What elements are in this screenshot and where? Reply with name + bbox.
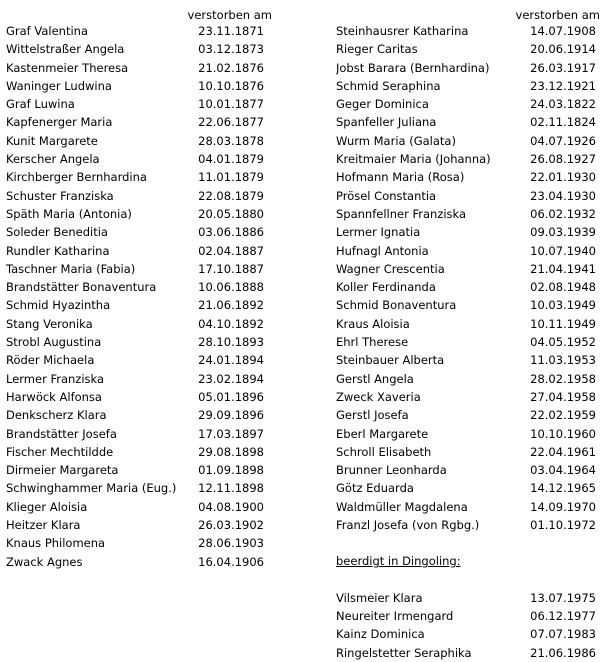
death-date: 09.03.1939 [530, 225, 596, 240]
person-name: Klieger Aloisia [6, 499, 88, 514]
list-item [6, 260, 274, 278]
list-item [336, 40, 600, 58]
person-name: Kunit Margarete [6, 133, 98, 148]
list-item [336, 406, 600, 424]
death-date: 23.11.1871 [198, 24, 264, 38]
death-date: 23.02.1894 [198, 371, 264, 386]
person-name: Kerscher Angela [6, 152, 100, 167]
person-name: Schwinghammer Maria (Eug.) [6, 481, 177, 496]
list-item [6, 516, 274, 534]
person-name: Brunner Leonharda [336, 463, 447, 478]
list-item [6, 498, 274, 516]
death-date: 03.12.1873 [198, 42, 264, 57]
death-date: 16.04.1906 [198, 554, 264, 569]
person-name: Franzl Josefa (von Rgbg.) [336, 518, 480, 533]
person-name: Kraus Aloisia [336, 316, 410, 331]
person-name: Ehrl Therese [336, 335, 409, 350]
list-item [336, 223, 600, 241]
person-name: Waninger Ludwina [6, 78, 112, 93]
dingolfing-list [336, 589, 600, 662]
death-date: 05.01.1896 [198, 389, 264, 404]
person-name: Graf Valentina [6, 24, 89, 38]
list-item [336, 370, 600, 388]
list-item [336, 59, 600, 77]
death-date: 24.01.1894 [198, 353, 264, 368]
person-name: Strobl Augustina [6, 335, 102, 350]
death-date: 29.09.1896 [198, 408, 264, 423]
death-date: 17.10.1887 [198, 261, 264, 276]
person-name: Gerstl Josefa [336, 408, 409, 423]
list-item [6, 534, 274, 552]
list-item [336, 516, 600, 534]
right-column [336, 8, 600, 662]
list-item [336, 95, 600, 113]
list-item [336, 351, 600, 369]
person-name: Schuster Franziska [6, 188, 114, 203]
list-item [6, 40, 274, 58]
person-name: Schmid Seraphina [336, 78, 441, 93]
person-name: Fischer Mechtildde [6, 444, 114, 459]
death-date: 27.04.1958 [530, 389, 596, 404]
death-date: 04.08.1900 [198, 499, 264, 514]
death-date: 10.03.1949 [530, 298, 596, 313]
person-name: Heitzer Klara [6, 518, 81, 533]
death-date: 21.06.1892 [198, 298, 264, 313]
person-name: Kastenmeier Theresa [6, 60, 129, 75]
right-column-header [336, 8, 600, 22]
list-item [6, 315, 274, 333]
death-date: 02.04.1887 [198, 243, 264, 258]
list-item [6, 113, 274, 131]
person-name: Wittelstraßer Angela [6, 42, 125, 57]
list-item [336, 479, 600, 497]
death-date: 21.04.1941 [530, 261, 596, 276]
death-date: 04.07.1926 [530, 133, 596, 148]
person-name: Röder Michaela [6, 353, 95, 368]
death-date: 28.03.1878 [198, 133, 264, 148]
list-item [6, 95, 274, 113]
person-name: Zweck Xaveria [336, 389, 421, 404]
list-item [6, 77, 274, 95]
list-item [336, 425, 600, 443]
death-date: 14.07.1908 [530, 24, 596, 38]
list-item [336, 644, 600, 662]
death-date: 23.04.1930 [530, 188, 596, 203]
person-name: Knaus Philomena [6, 536, 106, 551]
person-name: Kreitmaier Maria (Johanna) [336, 152, 491, 167]
list-item [336, 278, 600, 296]
death-date: 10.10.1876 [198, 78, 264, 93]
list-item [336, 443, 600, 461]
death-date: 02.11.1824 [530, 115, 596, 130]
death-date: 04.05.1952 [530, 335, 596, 350]
section-title: beerdigt in Dingoling: [336, 554, 461, 569]
death-date: 10.10.1960 [530, 426, 596, 441]
person-name: Denkscherz Klara [6, 408, 107, 423]
person-name: Taschner Maria (Fabia) [6, 261, 136, 276]
person-name: Schroll Elisabeth [336, 444, 432, 459]
list-item [6, 406, 274, 424]
death-date: 06.12.1977 [530, 608, 596, 623]
person-name: Wurm Maria (Galata) [336, 133, 456, 148]
person-name: Kainz Dominica [336, 627, 425, 642]
death-date: 28.10.1893 [198, 335, 264, 350]
death-date: 26.03.1902 [198, 518, 264, 533]
list-item [336, 498, 600, 516]
death-date: 06.02.1932 [530, 206, 596, 221]
person-name: Vilsmeier Klara [336, 590, 423, 605]
death-date: 21.02.1876 [198, 60, 264, 75]
person-name: Späth Maria (Antonia) [6, 206, 132, 221]
person-name: Neureiter Irmengard [336, 608, 454, 623]
death-date: 26.03.1917 [530, 60, 596, 75]
death-date: 12.11.1898 [198, 481, 264, 496]
list-item [6, 205, 274, 223]
list-item [6, 59, 274, 77]
left-list [6, 22, 274, 571]
death-date: 22.08.1879 [198, 188, 264, 203]
person-name: Stang Veronika [6, 316, 93, 331]
person-name: Dirmeier Margareta [6, 463, 119, 478]
list-item [336, 260, 600, 278]
death-date: 10.07.1940 [530, 243, 596, 258]
list-item [336, 296, 600, 314]
list-item [6, 150, 274, 168]
list-item [6, 479, 274, 497]
person-name: Waldmüller Magdalena [336, 499, 468, 514]
death-date: 28.06.1903 [198, 536, 264, 551]
death-date: 21.06.1986 [530, 645, 596, 660]
list-item [336, 168, 600, 186]
list-item [336, 333, 600, 351]
person-name: Rundler Katharina [6, 243, 110, 258]
list-item [6, 443, 274, 461]
death-date: 20.06.1914 [530, 42, 596, 57]
left-column [6, 8, 274, 571]
list-item [336, 22, 600, 40]
death-date: 10.06.1888 [198, 280, 264, 295]
list-item [336, 113, 600, 131]
person-name: Geger Dominica [336, 97, 429, 112]
death-date: 03.04.1964 [530, 463, 596, 478]
death-date: 04.01.1879 [198, 152, 264, 167]
person-name: Prösel Constantia [336, 188, 437, 203]
person-name: Schmid Hyazintha [6, 298, 111, 313]
death-date: 11.01.1879 [198, 170, 264, 185]
person-name: Gerstl Angela [336, 371, 414, 386]
person-name: Wagner Crescentia [336, 261, 445, 276]
right-header-label: verstorben am [515, 8, 600, 22]
list-item [336, 461, 600, 479]
person-name: Zwack Agnes [6, 554, 83, 569]
list-item [6, 22, 274, 40]
person-name: Soleder Beneditia [6, 225, 108, 240]
list-item [336, 205, 600, 223]
person-name: Lermer Ignatia [336, 225, 421, 240]
person-name: Spanfeller Juliana [336, 115, 437, 130]
list-item [6, 351, 274, 369]
list-item [6, 388, 274, 406]
death-date: 01.09.1898 [198, 463, 264, 478]
person-name: Steinhausrer Katharina [336, 24, 469, 38]
death-date: 04.10.1892 [198, 316, 264, 331]
person-name: Spannfellner Franziska [336, 206, 467, 221]
list-item [336, 315, 600, 333]
list-item [336, 589, 600, 607]
list-item [6, 296, 274, 314]
death-date: 22.01.1930 [530, 170, 596, 185]
person-name: Kirchberger Bernhardina [6, 170, 147, 185]
list-item [336, 625, 600, 643]
death-date: 02.08.1948 [530, 280, 596, 295]
list-item [6, 223, 274, 241]
list-item [6, 553, 274, 571]
list-item [6, 461, 274, 479]
list-item [6, 242, 274, 260]
person-name: Götz Eduarda [336, 481, 414, 496]
death-date: 26.08.1927 [530, 152, 596, 167]
list-item [6, 132, 274, 150]
list-item [336, 77, 600, 95]
list-item [6, 370, 274, 388]
death-date: 23.12.1921 [530, 78, 596, 93]
person-name: Hofmann Maria (Rosa) [336, 170, 465, 185]
death-date: 22.02.1959 [530, 408, 596, 423]
death-date: 10.11.1949 [530, 316, 596, 331]
death-date: 17.03.1897 [198, 426, 264, 441]
list-item [336, 187, 600, 205]
person-name: Steinbauer Alberta [336, 353, 445, 368]
person-name: Harwöck Alfonsa [6, 389, 102, 404]
section-gap [336, 571, 600, 589]
person-name: Eberl Margarete [336, 426, 429, 441]
person-name: Hufnagl Antonia [336, 243, 429, 258]
death-date: 14.12.1965 [530, 481, 596, 496]
death-date: 03.06.1886 [198, 225, 264, 240]
person-name: Lermer Franziska [6, 371, 105, 386]
death-date: 10.01.1877 [198, 97, 264, 112]
person-name: Ringelstetter Seraphika [336, 645, 472, 660]
list-item [336, 242, 600, 260]
death-date: 22.06.1877 [198, 115, 264, 130]
section-gap [336, 534, 600, 552]
person-name: Brandstätter Bonaventura [6, 280, 157, 295]
list-item [336, 132, 600, 150]
person-name: Jobst Barara (Bernhardina) [336, 60, 490, 75]
list-item [336, 607, 600, 625]
left-header-label: verstorben am [187, 8, 272, 22]
death-date: 24.03.1822 [530, 97, 596, 112]
death-date: 07.07.1983 [530, 627, 596, 642]
death-date: 20.05.1880 [198, 206, 264, 221]
person-name: Koller Ferdinanda [336, 280, 436, 295]
list-item [6, 187, 274, 205]
list-item [6, 168, 274, 186]
death-date: 28.02.1958 [530, 371, 596, 386]
death-date: 13.07.1975 [530, 590, 596, 605]
death-date: 29.08.1898 [198, 444, 264, 459]
list-item [336, 388, 600, 406]
person-name: Graf Luwina [6, 97, 75, 112]
person-name: Kapfenerger Maria [6, 115, 113, 130]
death-date: 22.04.1961 [530, 444, 596, 459]
left-column-header [6, 8, 274, 22]
list-item [6, 278, 274, 296]
death-date: 11.03.1953 [530, 353, 596, 368]
death-date: 01.10.1972 [530, 518, 596, 533]
person-name: Brandstätter Josefa [6, 426, 117, 441]
list-item [6, 333, 274, 351]
list-item [336, 150, 600, 168]
right-list [336, 22, 600, 534]
person-name: Schmid Bonaventura [336, 298, 457, 313]
person-name: Rieger Caritas [336, 42, 418, 57]
list-item [6, 425, 274, 443]
death-date: 14.09.1970 [530, 499, 596, 514]
